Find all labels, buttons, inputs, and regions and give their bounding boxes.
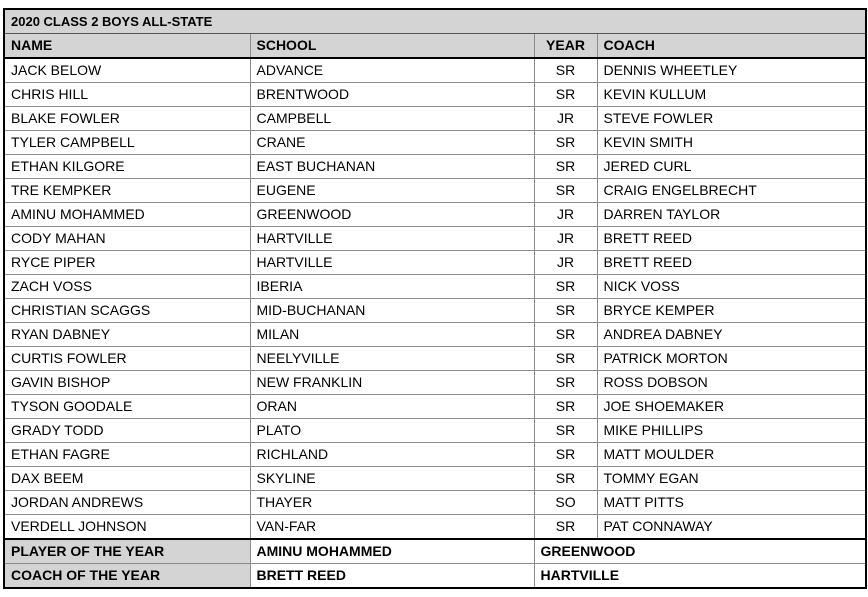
year-cell: SR [534,443,597,467]
player-name-cell: VERDELL JOHNSON [4,515,250,540]
year-cell: SR [534,58,597,83]
player-name-cell: ETHAN KILGORE [4,155,250,179]
award-school: GREENWOOD [534,539,866,564]
coach-cell: BRETT REED [597,251,866,275]
year-cell: JR [534,227,597,251]
table-row [4,227,866,251]
school-cell: BRENTWOOD [250,83,534,107]
player-name-cell: JORDAN ANDREWS [4,491,250,515]
table-row [4,107,866,131]
table-row [4,155,866,179]
player-name-cell: BLAKE FOWLER [4,107,250,131]
school-cell: RICHLAND [250,443,534,467]
school-cell: HARTVILLE [250,251,534,275]
year-cell: SR [534,515,597,540]
school-cell: ADVANCE [250,58,534,83]
table-row [4,347,866,371]
award-rows [4,539,866,588]
table-row [4,203,866,227]
all-state-sheet [3,8,865,589]
coach-cell: JERED CURL [597,155,866,179]
player-name-cell: CODY MAHAN [4,227,250,251]
award-winner: BRETT REED [250,564,534,589]
coach-cell: NICK VOSS [597,275,866,299]
player-name-cell: CHRISTIAN SCAGGS [4,299,250,323]
header-school: SCHOOL [250,34,534,59]
header-year: YEAR [534,34,597,59]
player-name-cell: TRE KEMPKER [4,179,250,203]
table-row [4,83,866,107]
year-cell: SR [534,395,597,419]
player-name-cell: GRADY TODD [4,419,250,443]
coach-cell: BRETT REED [597,227,866,251]
year-cell: SO [534,491,597,515]
year-cell: SR [534,347,597,371]
coach-cell: ANDREA DABNEY [597,323,866,347]
coach-cell: KEVIN KULLUM [597,83,866,107]
school-cell: HARTVILLE [250,227,534,251]
year-cell: SR [534,419,597,443]
player-name-cell: RYAN DABNEY [4,323,250,347]
school-cell: EUGENE [250,179,534,203]
year-cell: SR [534,155,597,179]
coach-cell: DENNIS WHEETLEY [597,58,866,83]
header-name: NAME [4,34,250,59]
year-cell: SR [534,275,597,299]
table-row [4,419,866,443]
coach-cell: PATRICK MORTON [597,347,866,371]
table-row [4,58,866,83]
school-cell: IBERIA [250,275,534,299]
player-name-cell: CURTIS FOWLER [4,347,250,371]
player-name-cell: JACK BELOW [4,58,250,83]
table-row [4,443,866,467]
table-title-row [4,9,866,34]
school-cell: CRANE [250,131,534,155]
coach-cell: MATT PITTS [597,491,866,515]
school-cell: CAMPBELL [250,107,534,131]
table-row [4,371,866,395]
player-name-cell: TYSON GOODALE [4,395,250,419]
school-cell: SKYLINE [250,467,534,491]
coach-cell: BRYCE KEMPER [597,299,866,323]
table-row [4,491,866,515]
year-cell: JR [534,251,597,275]
table-row [4,323,866,347]
table-row [4,299,866,323]
year-cell: SR [534,131,597,155]
coach-cell: PAT CONNAWAY [597,515,866,540]
school-cell: GREENWOOD [250,203,534,227]
header-coach: COACH [597,34,866,59]
year-cell: SR [534,83,597,107]
table-row [4,467,866,491]
school-cell: NEELYVILLE [250,347,534,371]
award-school: HARTVILLE [534,564,866,589]
year-cell: SR [534,467,597,491]
player-name-cell: AMINU MOHAMMED [4,203,250,227]
award-label: PLAYER OF THE YEAR [4,539,250,564]
coach-cell: STEVE FOWLER [597,107,866,131]
player-name-cell: GAVIN BISHOP [4,371,250,395]
year-cell: SR [534,179,597,203]
year-cell: JR [534,107,597,131]
player-name-cell: RYCE PIPER [4,251,250,275]
school-cell: ORAN [250,395,534,419]
coach-cell: KEVIN SMITH [597,131,866,155]
coach-cell: CRAIG ENGELBRECHT [597,179,866,203]
all-state-table [3,8,867,589]
table-title: 2020 CLASS 2 BOYS ALL-STATE [4,9,866,34]
school-cell: PLATO [250,419,534,443]
award-winner: AMINU MOHAMMED [250,539,534,564]
header-row [4,34,866,59]
coach-cell: ROSS DOBSON [597,371,866,395]
year-cell: JR [534,203,597,227]
coach-cell: TOMMY EGAN [597,467,866,491]
coach-cell: JOE SHOEMAKER [597,395,866,419]
player-name-cell: TYLER CAMPBELL [4,131,250,155]
player-rows [4,58,866,539]
school-cell: EAST BUCHANAN [250,155,534,179]
table-row [4,251,866,275]
school-cell: NEW FRANKLIN [250,371,534,395]
award-label: COACH OF THE YEAR [4,564,250,589]
year-cell: SR [534,371,597,395]
school-cell: THAYER [250,491,534,515]
award-row [4,564,866,589]
player-name-cell: ETHAN FAGRE [4,443,250,467]
award-row [4,539,866,564]
year-cell: SR [534,323,597,347]
table-row [4,131,866,155]
coach-cell: DARREN TAYLOR [597,203,866,227]
school-cell: VAN-FAR [250,515,534,540]
player-name-cell: ZACH VOSS [4,275,250,299]
coach-cell: MIKE PHILLIPS [597,419,866,443]
table-row [4,275,866,299]
coach-cell: MATT MOULDER [597,443,866,467]
school-cell: MID-BUCHANAN [250,299,534,323]
school-cell: MILAN [250,323,534,347]
player-name-cell: DAX BEEM [4,467,250,491]
table-row [4,395,866,419]
table-row [4,515,866,540]
player-name-cell: CHRIS HILL [4,83,250,107]
year-cell: SR [534,299,597,323]
table-row [4,179,866,203]
